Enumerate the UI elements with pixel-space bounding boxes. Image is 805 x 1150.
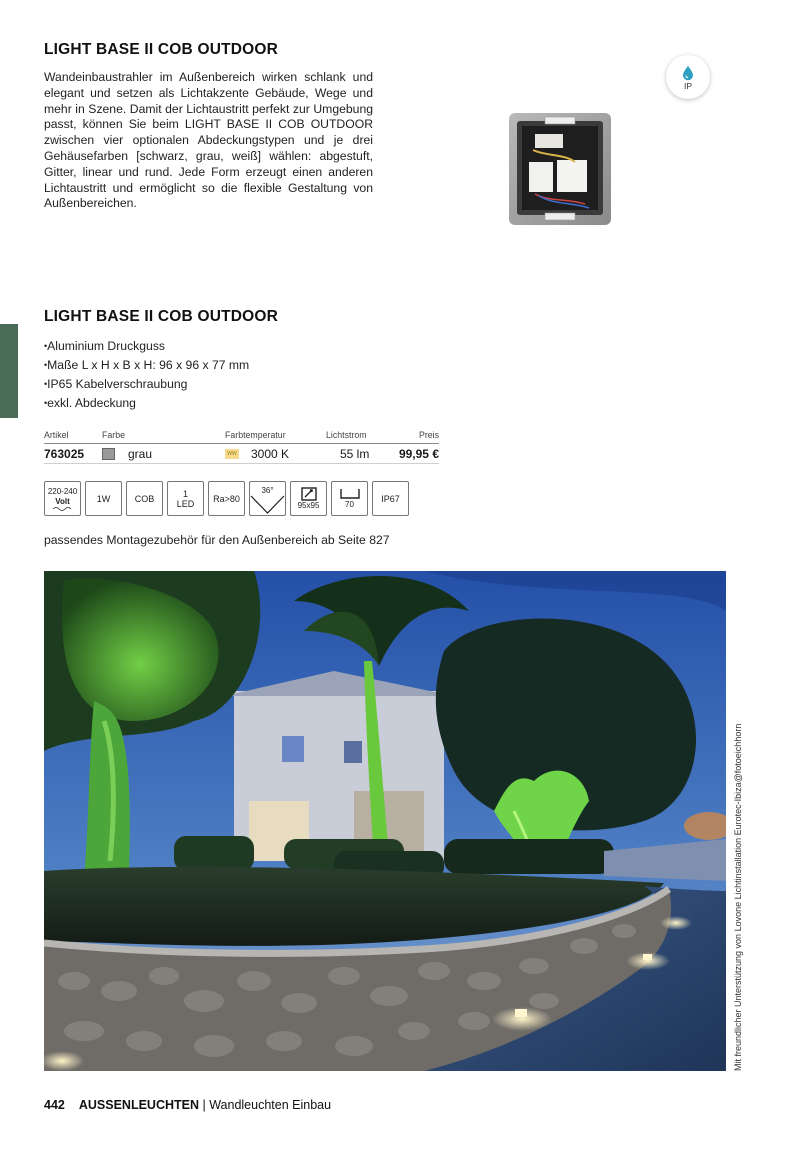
- header-lichtstrom: Lichtstrom: [326, 430, 367, 440]
- footer-separator: |: [199, 1098, 210, 1112]
- product-image: [505, 110, 615, 228]
- spec-list: [44, 337, 249, 413]
- voltage-unit: Volt: [55, 496, 70, 506]
- voltage-icon: [44, 481, 81, 516]
- spec-item: • exkl. Abdeckung: [44, 394, 249, 413]
- led-count-icon: [167, 481, 204, 516]
- color-temperature: 3000 K: [251, 447, 290, 461]
- cob-icon: COB: [126, 481, 163, 516]
- product-title: LIGHT BASE II COB OUTDOOR: [44, 41, 279, 58]
- section-title: AUSSENLEUCHTEN: [78, 1098, 200, 1112]
- spec-title: LIGHT BASE II COB OUTDOOR: [44, 308, 279, 325]
- cutout-icon: [290, 481, 327, 516]
- header-farbe: Farbe: [102, 430, 125, 440]
- cri-icon: Ra>80: [208, 481, 245, 516]
- garden-photo: [44, 571, 726, 1071]
- table-header: [44, 428, 439, 444]
- warm-white-icon: WW: [225, 449, 239, 459]
- table-row: [44, 444, 439, 464]
- voltage-range: 220-240: [47, 486, 78, 496]
- subsection-title: Wandleuchten Einbau: [209, 1098, 332, 1112]
- page-number: 442: [44, 1098, 65, 1112]
- ip-rating-icon: IP67: [372, 481, 409, 516]
- chapter-tab: [0, 324, 18, 418]
- header-farbtemperatur: Farbtemperatur: [225, 430, 286, 440]
- beam-angle: 36°: [261, 486, 274, 495]
- ip-badge-label: IP: [683, 81, 693, 91]
- header-artikel: Artikel: [44, 430, 69, 440]
- price: 99,95 €: [398, 447, 439, 461]
- page-footer: [44, 1098, 331, 1112]
- depth-icon: [331, 481, 368, 516]
- beam-angle-icon: [249, 481, 286, 516]
- beam-cone-icon: [250, 495, 285, 515]
- spec-item: • IP65 Kabelverschraubung: [44, 375, 249, 394]
- ip-badge: [666, 55, 710, 99]
- wattage-icon: 1W: [85, 481, 122, 516]
- accessory-note: passendes Montagezubehör für den Außenbereich ab Seite 827: [44, 533, 390, 547]
- product-description: Wandeinbaustrahler im Außenbereich wirken schlank und elegant und setzen als Lichtakzente Gebäude, Wege und mehr in Szene. Damit der Lichtaustritt perfekt zur Umgebung passt, können Sie beim LIGHT BASE II COB OUTDOOR zwischen vier optionalen Abdeckungstypen und je drei Gehäusefarben [schwarz, grau, weiß] wählen: abgestuft, Gitter, linear und rund. Jede Form erzeugt einen anderen Lichtaustritt und ermöglicht so die flexible Gestaltung von Außenbereichen.: [44, 70, 373, 211]
- color-name: grau: [128, 447, 153, 461]
- article-number: 763025: [44, 447, 85, 461]
- spec-icon-row: [44, 481, 409, 516]
- sine-wave-icon: [52, 507, 74, 511]
- depth-value: 70: [345, 499, 354, 509]
- photo-credit: Mit freundlicher Unterstützung von Lovone Lichtinstallation Eurotec-Ibiza@fotoeichhorn: [733, 723, 743, 1071]
- product-table: [44, 428, 439, 464]
- spec-item: • Maße L x H x B x H: 96 x 96 x 77 mm: [44, 356, 249, 375]
- water-drop-icon: [680, 65, 696, 81]
- led-count: 1: [182, 488, 188, 499]
- header-preis: Preis: [418, 430, 439, 440]
- spec-item: • Aluminium Druckguss: [44, 337, 249, 356]
- color-swatch: [102, 448, 115, 460]
- luminous-flux: 55 lm: [340, 447, 370, 461]
- cutout-shape-icon: [301, 487, 317, 501]
- led-label: LED: [176, 498, 195, 509]
- cutout-size: 95x95: [297, 500, 320, 510]
- depth-shape-icon: [339, 488, 361, 500]
